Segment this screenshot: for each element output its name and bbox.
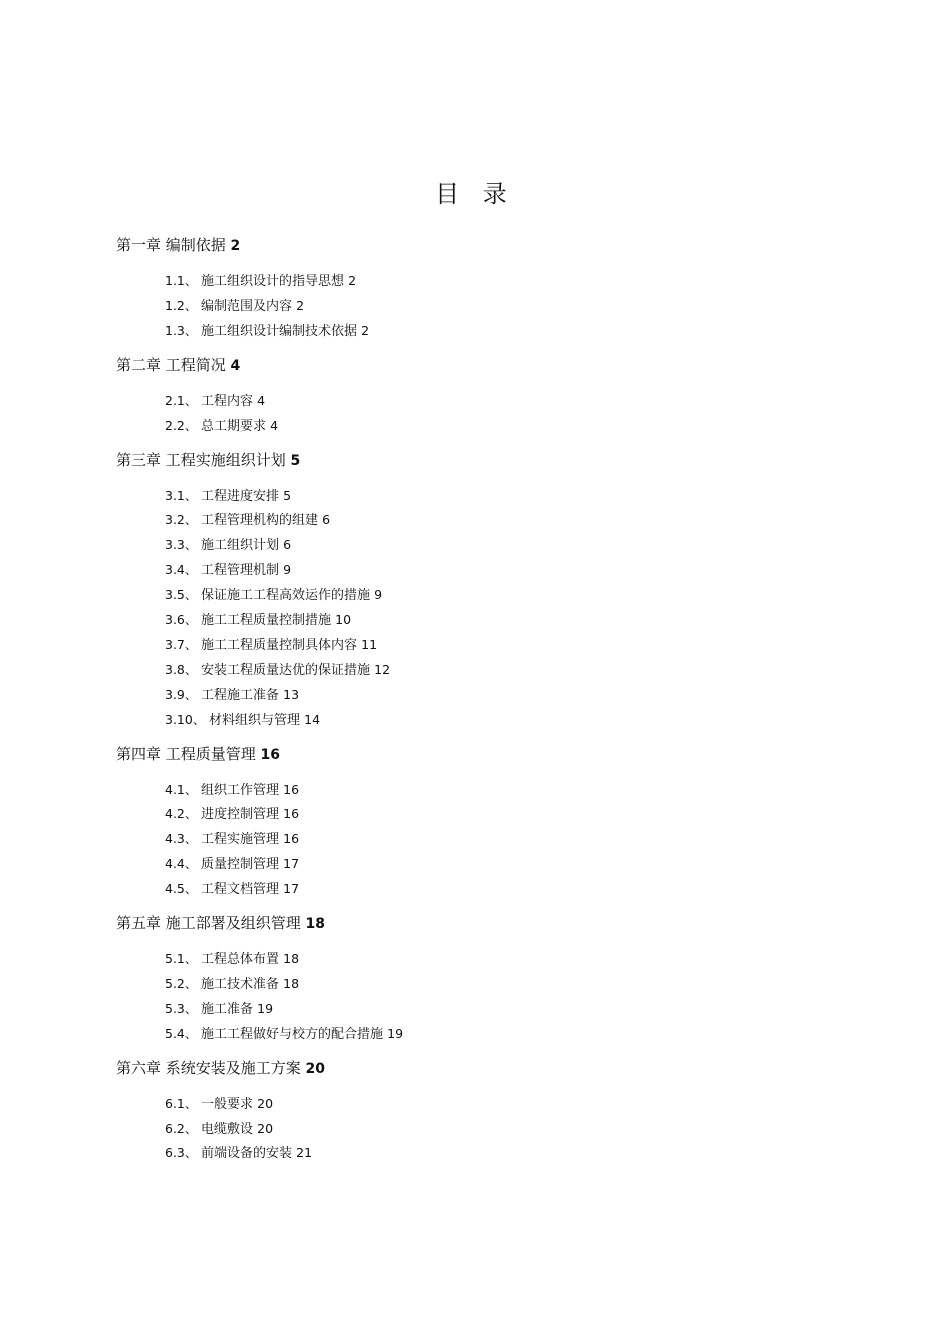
page-number: 4 — [230, 357, 241, 374]
page-number: 10 — [335, 612, 352, 627]
toc-section-entry[interactable] — [165, 998, 273, 1017]
page-number: 5 — [283, 487, 292, 503]
section-number: 3.4、 — [165, 562, 198, 578]
chapter-title: 第四章 工程质量管理 — [116, 744, 261, 763]
toc-chapter-entry[interactable] — [116, 743, 280, 764]
section-title: 一般要求 — [201, 1096, 258, 1112]
toc-section-entry[interactable] — [165, 295, 304, 314]
page-number: 16 — [283, 831, 300, 847]
page-number: 19 — [257, 1000, 274, 1016]
page-number: 16 — [283, 781, 300, 797]
section-number: 6.3、 — [165, 1145, 198, 1161]
section-number: 4.4、 — [165, 856, 198, 872]
section-number: 3.8、 — [165, 661, 198, 677]
chapter-title: 第六章 系统安装及施工方案 — [116, 1058, 306, 1077]
section-title: 施工准备 — [201, 1001, 258, 1017]
section-title: 工程进度安排 — [201, 488, 284, 504]
section-title: 材料组织与管理 — [209, 712, 305, 728]
section-title: 工程管理机构的组建 — [201, 513, 323, 529]
page-number: 17 — [283, 856, 300, 872]
section-number: 1.2、 — [165, 297, 198, 313]
toc-section-entry[interactable] — [165, 779, 299, 798]
chapter-title: 第二章 工程简况 — [116, 355, 231, 374]
section-title: 施工工程质量控制措施 — [201, 613, 336, 628]
toc-chapter-entry[interactable] — [116, 234, 240, 255]
toc-section-entry[interactable] — [165, 415, 278, 434]
section-title: 工程管理机制 — [201, 563, 284, 579]
section-title: 保证施工工程高效运作的措施 — [201, 588, 375, 604]
section-title: 施工组织设计编制技术依据 — [201, 323, 362, 339]
page-number: 12 — [374, 661, 391, 677]
section-number: 4.3、 — [165, 831, 198, 847]
toc-section-entry[interactable] — [165, 270, 356, 289]
section-number: 3.3、 — [165, 537, 198, 553]
page-number: 5 — [290, 452, 301, 469]
page-number: 9 — [374, 587, 383, 603]
section-title: 工程实施管理 — [201, 832, 284, 848]
toc-section-entry[interactable] — [165, 559, 291, 578]
toc-section-entry[interactable] — [165, 1093, 273, 1112]
section-title: 工程文档管理 — [201, 882, 284, 898]
section-number: 3.7、 — [165, 636, 198, 652]
toc-section-entry[interactable] — [165, 609, 351, 628]
page-number: 11 — [361, 636, 378, 652]
toc-section-entry[interactable] — [165, 659, 390, 678]
page-number: 6 — [283, 537, 292, 553]
section-number: 4.2、 — [165, 806, 198, 822]
section-title: 工程总体布置 — [201, 952, 284, 967]
page-number: 19 — [387, 1025, 404, 1041]
toc-section-entry[interactable] — [165, 584, 382, 603]
section-number: 6.2、 — [165, 1120, 198, 1136]
page-number: 9 — [283, 562, 292, 578]
section-title: 施工组织计划 — [201, 538, 284, 554]
section-number: 6.1、 — [165, 1095, 198, 1111]
page-number: 2 — [361, 322, 370, 338]
page-number: 2 — [348, 273, 357, 288]
section-number: 1.3、 — [165, 322, 198, 338]
toc-section-entry[interactable] — [165, 1118, 273, 1137]
toc-section-entry[interactable] — [165, 1023, 403, 1042]
page-number: 4 — [270, 417, 279, 433]
toc-chapter-entry[interactable] — [116, 912, 325, 933]
page-number: 2 — [296, 297, 305, 313]
toc-section-entry[interactable] — [165, 320, 369, 339]
page-number: 21 — [296, 1145, 313, 1161]
section-number: 5.2、 — [165, 975, 198, 991]
section-title: 质量控制管理 — [201, 857, 284, 873]
page-number: 18 — [283, 975, 300, 991]
section-title: 安装工程质量达优的保证措施 — [201, 662, 375, 678]
section-title: 前端设备的安装 — [201, 1146, 297, 1162]
section-number: 5.3、 — [165, 1000, 198, 1016]
section-number: 2.2、 — [165, 417, 198, 433]
page-number: 2 — [230, 238, 241, 254]
toc-section-entry[interactable] — [165, 803, 299, 822]
page-number: 4 — [257, 392, 266, 408]
page-number: 17 — [283, 881, 300, 897]
section-number: 3.10、 — [165, 711, 206, 727]
section-number: 3.6、 — [165, 612, 198, 627]
page-number: 14 — [304, 711, 321, 727]
toc-section-entry[interactable] — [165, 828, 299, 847]
section-title: 电缆敷设 — [201, 1121, 258, 1137]
toc-section-entry[interactable] — [165, 973, 299, 992]
section-number: 3.9、 — [165, 686, 198, 702]
section-title: 工程施工准备 — [201, 687, 284, 703]
toc-chapter-entry[interactable] — [116, 1057, 325, 1078]
section-number: 3.2、 — [165, 512, 198, 528]
toc-section-entry[interactable] — [165, 853, 299, 872]
section-title: 施工工程做好与校方的配合措施 — [201, 1026, 388, 1042]
section-title: 工程内容 — [201, 393, 258, 409]
section-number: 2.1、 — [165, 392, 198, 408]
toc-section-entry[interactable] — [165, 948, 299, 967]
toc-section-entry[interactable] — [165, 390, 265, 409]
toc-section-entry[interactable] — [165, 634, 377, 653]
page-number: 18 — [283, 951, 300, 966]
page-number: 20 — [305, 1060, 326, 1077]
page-number: 16 — [260, 746, 281, 763]
section-number: 4.5、 — [165, 881, 198, 897]
section-title: 编制范围及内容 — [201, 298, 297, 314]
section-title: 组织工作管理 — [201, 782, 284, 798]
chapter-title: 第三章 工程实施组织计划 — [116, 450, 291, 469]
section-title: 进度控制管理 — [201, 807, 284, 823]
page-number: 16 — [283, 806, 300, 822]
toc-section-entry[interactable] — [165, 485, 291, 504]
toc-section-entry[interactable] — [165, 709, 320, 728]
chapter-title: 第一章 编制依据 — [116, 236, 231, 254]
section-number: 1.1、 — [165, 273, 198, 288]
toc-section-entry[interactable] — [165, 534, 291, 553]
section-title: 施工组织设计的指导思想 — [201, 274, 349, 289]
section-title: 施工工程质量控制具体内容 — [201, 637, 362, 653]
section-number: 3.5、 — [165, 587, 198, 603]
page-number: 6 — [322, 512, 331, 528]
toc-section-entry[interactable] — [165, 878, 299, 897]
section-number: 4.1、 — [165, 781, 198, 797]
toc-chapter-entry[interactable] — [116, 354, 240, 375]
toc-section-entry[interactable] — [165, 684, 299, 703]
toc-section-entry[interactable] — [165, 509, 330, 528]
toc-section-entry[interactable] — [165, 1142, 312, 1161]
section-number: 5.4、 — [165, 1025, 198, 1041]
section-number: 3.1、 — [165, 487, 198, 503]
page-number: 13 — [283, 686, 300, 702]
section-number: 5.1、 — [165, 951, 198, 966]
page-number: 20 — [257, 1095, 274, 1111]
section-title: 总工期要求 — [201, 418, 271, 434]
toc-title: 目 录 — [435, 180, 515, 208]
chapter-title: 第五章 施工部署及组织管理 — [116, 914, 306, 932]
page-number: 20 — [257, 1120, 274, 1136]
section-title: 施工技术准备 — [201, 976, 284, 992]
page-number: 18 — [305, 916, 326, 932]
toc-chapter-entry[interactable] — [116, 449, 300, 470]
